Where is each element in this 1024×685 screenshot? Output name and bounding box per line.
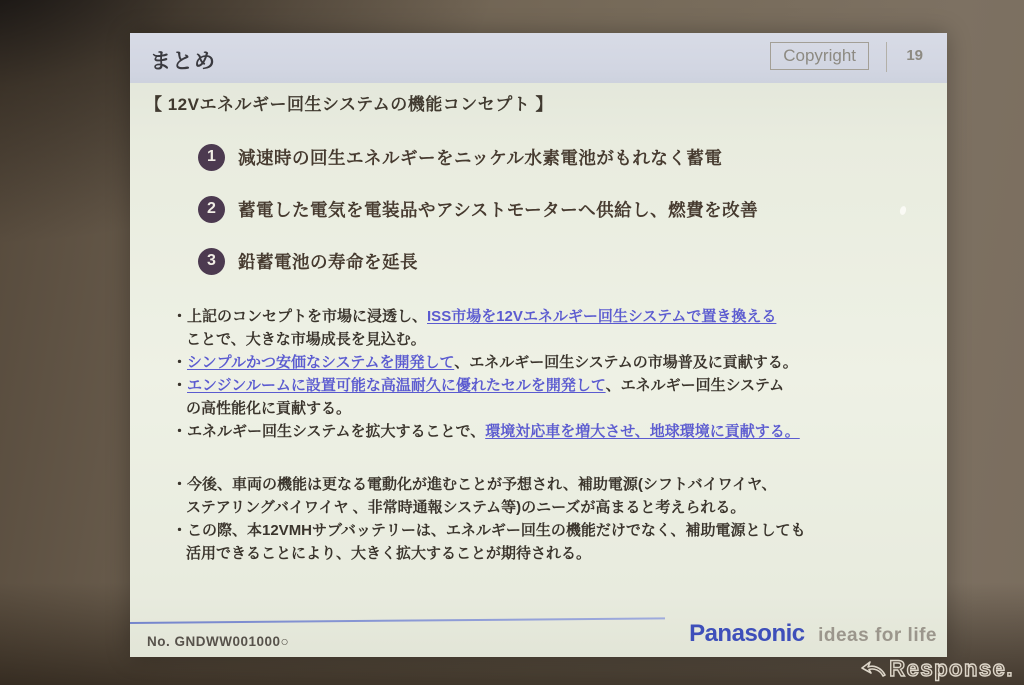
response-watermark xyxy=(861,656,1014,682)
text-line xyxy=(172,420,944,443)
text-segment: ・ xyxy=(172,377,188,394)
concept-number-badge: 1 xyxy=(198,144,225,171)
concept-item xyxy=(198,247,758,275)
panasonic-logo: Panasonic xyxy=(689,620,805,647)
text-segment: の高性能化に貢献する。 xyxy=(186,400,352,417)
text-line xyxy=(172,473,944,496)
concept-list xyxy=(198,143,758,299)
text-line xyxy=(172,374,944,397)
inline-link: ISS市場を12Vエネルギー回生システムで置き換える xyxy=(427,308,777,325)
concept-text: 蓄電した電気を電装品やアシストモーターへ供給し、燃費を改善 xyxy=(238,199,759,220)
text-segment: ・ xyxy=(172,354,188,371)
brand-tagline: ideas for life xyxy=(818,625,937,646)
bullet-list xyxy=(172,305,944,443)
curved-left-arrow-icon xyxy=(861,659,887,679)
copyright-label: Copyright xyxy=(770,42,869,70)
concept-item xyxy=(198,195,758,223)
text-segment: ・この際、本12VMHサブバッテリーは、エネルギー回生の機能だけでなく、補助電源としても xyxy=(172,522,806,539)
text-segment: ステアリングバイワイヤ 、非常時通報システム等)のニーズが高まると考えられる。 xyxy=(186,499,746,516)
inline-link: シンプルかつ安価なシステムを開発して xyxy=(187,354,455,371)
concept-number-badge: 2 xyxy=(198,196,225,223)
text-line xyxy=(172,351,944,374)
text-segment: 活用できることにより、大きく拡大することが期待される。 xyxy=(186,545,592,562)
concept-number-badge: 3 xyxy=(198,248,225,275)
text-segment: 、エネルギー回生システム xyxy=(605,377,785,394)
paragraph-list xyxy=(172,473,944,565)
text-segment: ・エネルギー回生システムを拡大することで、 xyxy=(172,423,486,440)
watermark-text: Response. xyxy=(889,656,1014,681)
text-line xyxy=(172,328,944,351)
text-line xyxy=(172,496,944,519)
page-number-divider xyxy=(886,42,887,72)
projection-artifact-dot xyxy=(899,205,907,215)
concept-text: 鉛蓄電池の寿命を延長 xyxy=(238,251,418,272)
text-segment: ・上記のコンセプトを市場に浸透し、 xyxy=(172,308,428,325)
text-line xyxy=(172,542,944,565)
document-number: No. GNDWW001000○ xyxy=(147,634,290,649)
slide-title: まとめ xyxy=(150,50,216,73)
footer-divider xyxy=(130,617,665,624)
concept-item xyxy=(198,143,758,171)
concept-heading: 【 12Vエネルギー回生システムの機能コンセプト 】 xyxy=(145,95,553,114)
text-line xyxy=(172,305,944,328)
text-segment: ・今後、車両の機能は更なる電動化が進むことが予想され、補助電源(シフトバイワイヤ、 xyxy=(172,476,777,493)
text-segment: 、エネルギー回生システムの市場普及に貢献する。 xyxy=(454,354,798,371)
text-segment: ことで、大きな市場成長を見込む。 xyxy=(186,331,426,348)
concept-text: 減速時の回生エネルギーをニッケル水素電池がもれなく蓄電 xyxy=(238,147,723,168)
page-number: 19 xyxy=(906,47,923,64)
text-line xyxy=(172,519,944,542)
brand-lockup xyxy=(689,620,937,648)
inline-link: 環境対応車を増大させ、地球環境に貢献する。 xyxy=(485,423,800,440)
inline-link: エンジンルームに設置可能な高温耐久に優れたセルを開発して xyxy=(187,377,606,394)
slide-title-band xyxy=(130,33,947,83)
text-line xyxy=(172,397,944,420)
projected-slide xyxy=(130,33,947,657)
